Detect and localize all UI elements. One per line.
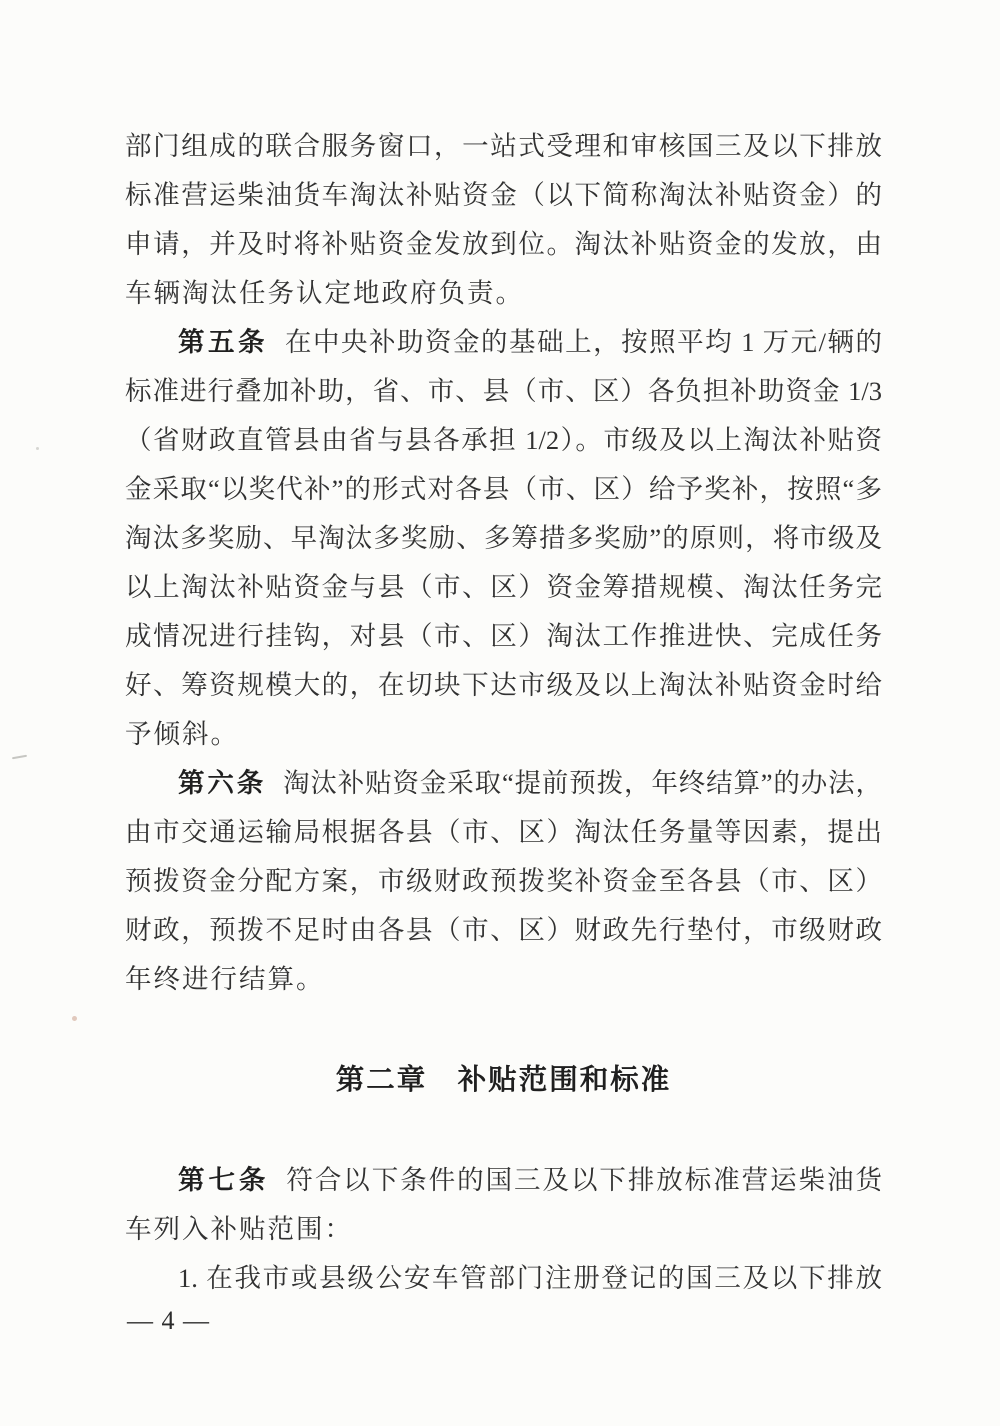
scan-artifact-dot bbox=[72, 1016, 77, 1021]
text-line: 1. 在我市或县级公安车管部门注册登记的国三及以下排放 bbox=[178, 1263, 882, 1293]
text-line: （省财政直管县由省与县各承担 1/2）。市级及以上淘汰补贴资 bbox=[125, 425, 882, 455]
text-line: 标准进行叠加补助，省、市、县（市、区）各负担补助资金 1/3 bbox=[125, 376, 882, 406]
text-line: 车辆淘汰任务认定地政府负责。 bbox=[125, 278, 524, 308]
scan-artifact-dash bbox=[12, 755, 27, 760]
text-line: 年终进行结算。 bbox=[125, 964, 325, 994]
paragraph bbox=[125, 1254, 882, 1303]
page-number: — 4 — bbox=[127, 1306, 210, 1335]
scan-artifact-speck bbox=[36, 447, 39, 450]
paragraph bbox=[125, 1156, 882, 1254]
text-line: 财政，预拨不足时由各县（市、区）财政先行垫付，市级财政 bbox=[125, 915, 882, 945]
text-line: 第六条 淘汰补贴资金采取“提前预拨，年终结算”的办法， bbox=[178, 768, 882, 798]
document-body bbox=[125, 122, 882, 1303]
text-line: 金采取“以奖代补”的形式对各县（市、区）给予奖补，按照“多 bbox=[125, 474, 882, 504]
article-number-label: 第五条 bbox=[178, 327, 269, 357]
text-line: 车列入补贴范围： bbox=[125, 1214, 353, 1244]
article-number-label: 第七条 bbox=[178, 1165, 270, 1195]
text-line: 标准营运柴油货车淘汰补贴资金（以下简称淘汰补贴资金）的 bbox=[125, 180, 882, 210]
text-line: 以上淘汰补贴资金与县（市、区）资金筹措规模、淘汰任务完 bbox=[125, 572, 882, 602]
text-line: 部门组成的联合服务窗口，一站式受理和审核国三及以下排放 bbox=[125, 131, 882, 161]
text-line: 成情况进行挂钩，对县（市、区）淘汰工作推进快、完成任务 bbox=[125, 621, 882, 651]
article-number-label: 第六条 bbox=[178, 768, 267, 798]
text-line: 申请，并及时将补贴资金发放到位。淘汰补贴资金的发放，由 bbox=[125, 229, 882, 259]
chapter-heading: 第二章 补贴范围和标准 bbox=[335, 1065, 672, 1096]
paragraph bbox=[125, 759, 882, 1004]
text-line: 淘汰多奖励、早淘汰多奖励、多筹措多奖励”的原则，将市级及 bbox=[125, 523, 882, 553]
paragraph bbox=[125, 318, 882, 759]
text-line: 预拨资金分配方案，市级财政预拨奖补资金至各县（市、区） bbox=[125, 866, 882, 896]
paragraph bbox=[125, 122, 882, 318]
text-line: 第七条 符合以下条件的国三及以下排放标准营运柴油货 bbox=[178, 1165, 883, 1195]
text-line: 好、筹资规模大的，在切块下达市级及以上淘汰补贴资金时给 bbox=[125, 670, 882, 700]
text-line: 第五条 在中央补助资金的基础上，按照平均 1 万元/辆的 bbox=[178, 327, 882, 357]
text-line: 由市交通运输局根据各县（市、区）淘汰任务量等因素，提出 bbox=[125, 817, 882, 847]
text-line: 予倾斜。 bbox=[125, 719, 239, 749]
